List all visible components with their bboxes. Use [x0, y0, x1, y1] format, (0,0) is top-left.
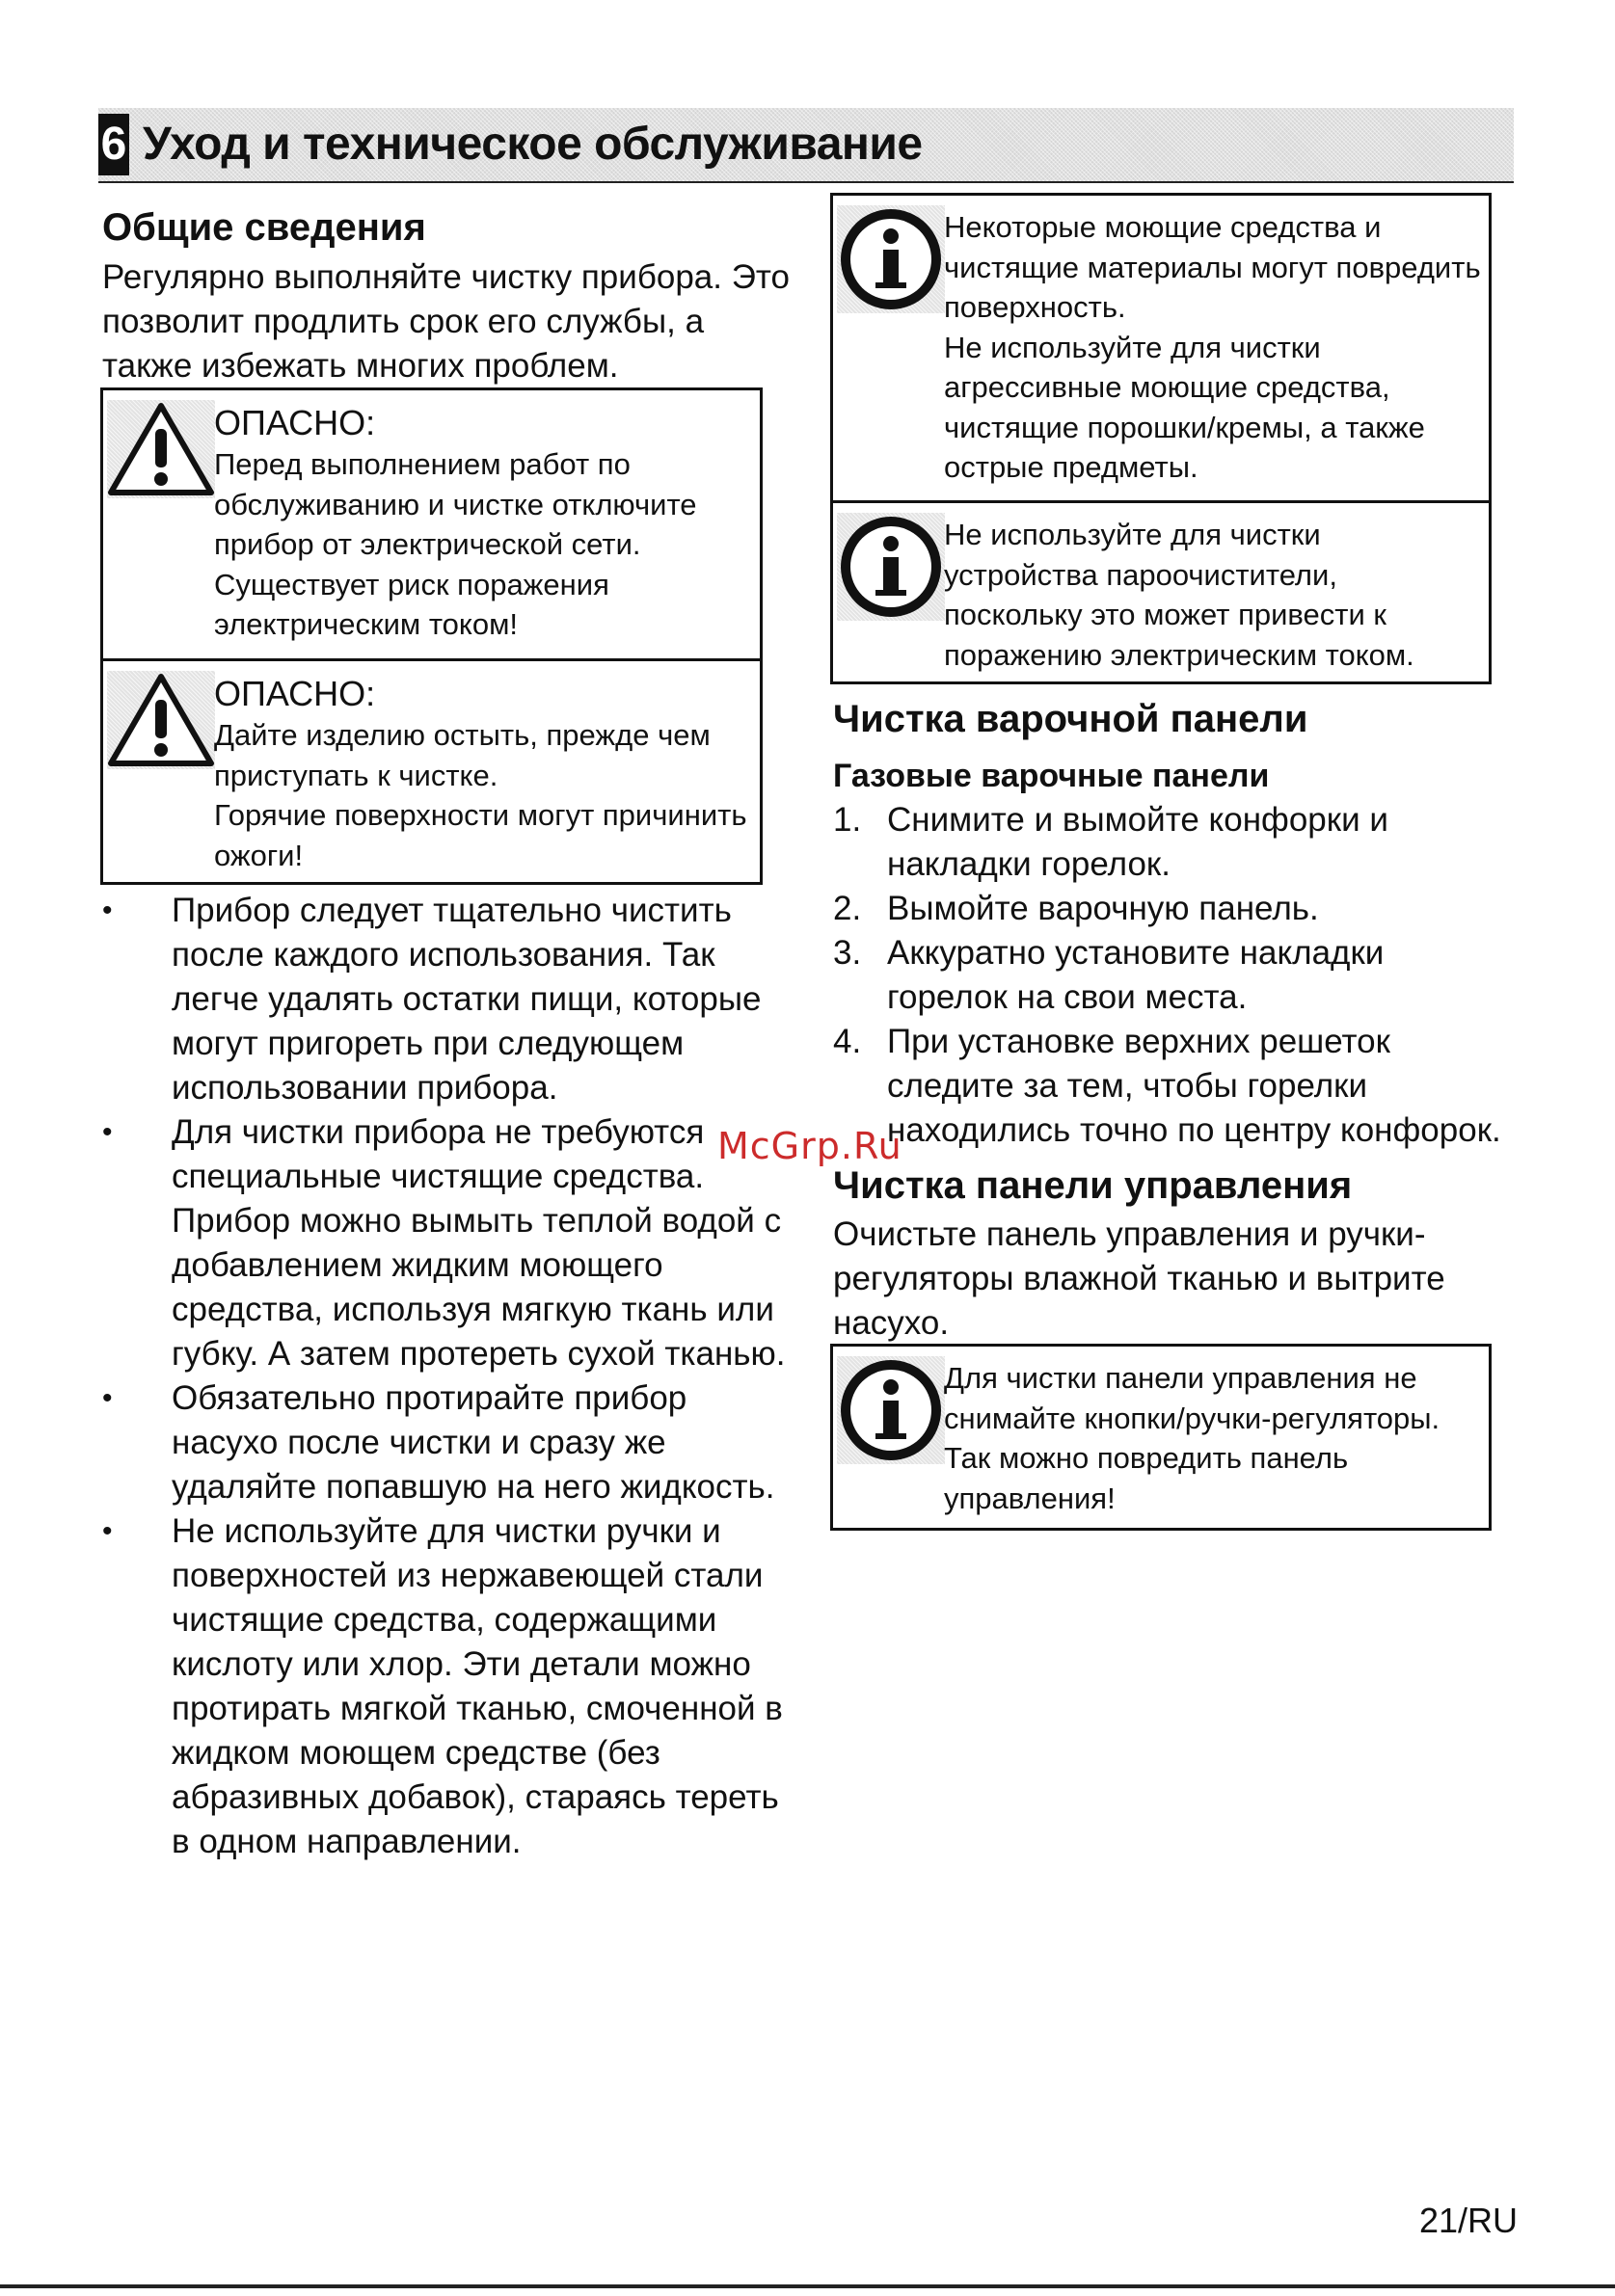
control-text: Очистьте панель управления и ручки-регуляторы влажной тканью и вытрите насухо.	[833, 1215, 1445, 1342]
info-icon	[837, 1356, 945, 1464]
list-item	[102, 1509, 796, 1864]
warning-section	[103, 390, 760, 658]
list-item	[833, 1020, 1508, 1153]
step-text: При установке верхних решеток следите за тем, чтобы горелки находились точно по центру конфорок.	[887, 1023, 1501, 1149]
info-icon	[837, 513, 945, 621]
control-heading: Чистка панели управления	[833, 1164, 1353, 1207]
list-item	[102, 1376, 796, 1509]
hob-heading: Чистка варочной панели	[833, 698, 1308, 740]
step-text: Вымойте варочную панель.	[887, 890, 1319, 927]
hob-subheading: Газовые варочные панели	[833, 758, 1270, 794]
bottom-rule	[0, 2284, 1615, 2288]
general-heading: Общие сведения	[102, 206, 426, 249]
step-number: 4.	[833, 1023, 862, 1060]
bullet-mark: •	[102, 1515, 113, 1547]
warning-section	[103, 658, 760, 882]
bullet-text: Прибор следует тщательно чистить после каждого использования. Так легче удалять остатки пищи, которые могут пригореть при следующем использовании прибора.	[172, 892, 762, 1107]
step-text: Аккуратно установите накладки горелок на свои места.	[887, 934, 1385, 1016]
warning-line: Перед выполнением работ по обслуживанию и чистке отключите прибор от электрической сети.	[214, 447, 697, 561]
hob-steps	[833, 798, 1508, 1153]
info-line: Так можно повредить панель управления!	[944, 1441, 1349, 1515]
info-section	[833, 500, 1489, 681]
bullet-mark: •	[102, 1116, 113, 1148]
bullet-text: Обязательно протирайте прибор насухо после чистки и сразу же удаляйте попавшую на него жидкость.	[172, 1379, 775, 1506]
info-text	[944, 1358, 1481, 1518]
step-text: Снимите и вымойте конфорки и накладки горелок.	[887, 801, 1388, 883]
info-line: Не используйте для чистки агрессивные моющие средства, чистящие порошки/кремы, а также острые предметы.	[944, 330, 1425, 484]
warning-triangle-icon	[107, 400, 215, 498]
chapter-header	[98, 108, 1514, 183]
list-item	[833, 798, 1508, 887]
warning-title: ОПАСНО:	[214, 674, 376, 713]
list-item	[833, 931, 1508, 1020]
info-icon	[837, 205, 945, 313]
warning-box	[100, 387, 763, 885]
warning-line: Существует риск поражения электрическим током!	[214, 567, 609, 641]
info-line: Некоторые моющие средства и чистящие материалы могут повредить поверхность.	[944, 210, 1481, 324]
bullet-text: Для чистки прибора не требуются специальные чистящие средства. Прибор можно вымыть теплой водой с добавлением жидким моющего средства, используя мягкую ткань или губку. А затем протереть сухой тканью.	[172, 1113, 786, 1373]
warning-line: Дайте изделию остыть, прежде чем приступать к чистке.	[214, 718, 711, 792]
step-number: 2.	[833, 890, 862, 927]
info-text	[944, 515, 1481, 675]
warning-text	[214, 673, 752, 875]
info-box	[830, 193, 1492, 684]
info-section	[833, 1347, 1489, 1528]
step-number: 3.	[833, 934, 862, 972]
warning-line: Горячие поверхности могут причинить ожоги!	[214, 798, 747, 872]
warning-triangle-icon	[107, 671, 215, 769]
step-number: 1.	[833, 801, 862, 839]
info-box	[830, 1344, 1492, 1531]
watermark: McGrp.Ru	[717, 1125, 902, 1167]
bullet-text: Не используйте для чистки ручки и поверхностей из нержавеющей стали чистящие средства, содержащими кислоту или хлор. Эти детали можно протирать мягкой тканью, смоченной в жидком моющем средстве (без абразивных добавок), стараясь тереть в одном направлении.	[172, 1512, 783, 1860]
chapter-number: 6	[98, 114, 129, 175]
bullet-mark: •	[102, 894, 113, 926]
info-text	[944, 207, 1481, 488]
list-item	[833, 887, 1508, 931]
info-line: Для чистки панели управления не снимайте кнопки/ручки-регуляторы.	[944, 1361, 1440, 1435]
general-intro: Регулярно выполняйте чистку прибора. Это позволит продлить срок его службы, а также избежать многих проблем.	[102, 258, 790, 385]
warning-title: ОПАСНО:	[214, 403, 376, 442]
chapter-title: Уход и техническое обслуживание	[143, 119, 923, 170]
page-number: 21/RU	[1419, 2201, 1519, 2240]
info-line: Не используйте для чистки устройства пароочистители, поскольку это может привести к поражению электрическим током.	[944, 518, 1414, 672]
bullet-mark: •	[102, 1382, 113, 1414]
warning-text	[214, 402, 752, 645]
list-item	[102, 889, 796, 1110]
list-item	[102, 1110, 796, 1376]
info-section	[833, 196, 1489, 500]
cleaning-bullets	[102, 889, 796, 1864]
